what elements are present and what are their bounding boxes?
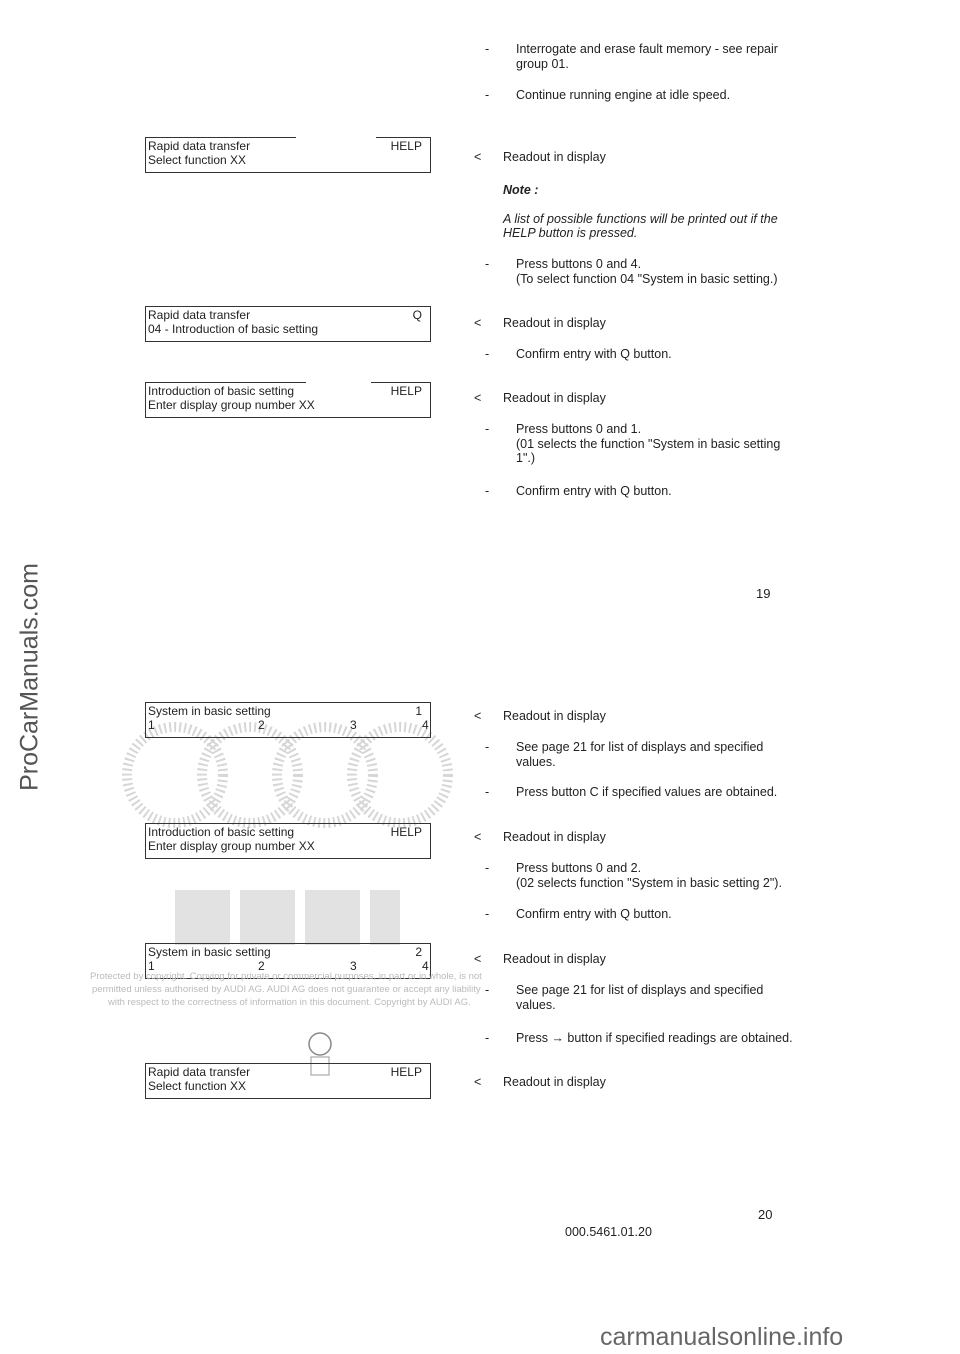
display-system-basic-1: System in basic setting 1 1 2 3 4 xyxy=(145,702,431,738)
step-press-0-4-detail: (To select function 04 "System in basic setting.) xyxy=(516,272,778,286)
bullet-dash: - xyxy=(485,983,490,997)
step-press-c: Press button C if specified values are obtained. xyxy=(516,785,778,799)
note-label: Note : xyxy=(503,183,539,197)
bullet-dash: - xyxy=(485,740,490,754)
pointer-lt: < xyxy=(474,391,482,405)
copyright-notice-line-2: permitted unless authorised by AUDI AG. AUDI AG does not guarantee or accept any liability xyxy=(92,984,481,995)
readout-label-5: Readout in display xyxy=(503,830,606,844)
display-rapid-data-select-1: Rapid data transfer HELP Select function XX xyxy=(145,137,431,173)
note-text-cont: HELP button is pressed. xyxy=(503,226,638,240)
step-press-0-2-detail: (02 selects function "System in basic setting 2"). xyxy=(516,876,782,890)
bullet-dash: - xyxy=(485,861,490,875)
display-introduction-1: Introduction of basic setting HELP Enter display group number XX xyxy=(145,382,431,418)
display-system-basic-2: System in basic setting 2 1 2 3 4 xyxy=(145,943,431,979)
bullet-dash: - xyxy=(485,42,490,56)
step-interrogate-fault-cont: group 01. xyxy=(516,57,569,71)
step-see-page-21-2: See page 21 for list of displays and specified xyxy=(516,983,764,997)
readout-label-2: Readout in display xyxy=(503,316,606,330)
pointer-lt: < xyxy=(474,150,482,164)
copyright-notice-line-3: with respect to the correctness of information in this document. Copyright by AUDI AG. xyxy=(108,997,471,1008)
display-introduction-2: Introduction of basic setting HELP Enter display group number XX xyxy=(145,823,431,859)
display-rapid-data-select-2: Rapid data transfer HELP Select function XX xyxy=(145,1063,431,1099)
step-press-0-4: Press buttons 0 and 4. xyxy=(516,257,642,271)
step-see-page-21-1-cont: values. xyxy=(516,755,556,769)
step-confirm-q-1: Confirm entry with Q button. xyxy=(516,347,672,361)
pointer-lt: < xyxy=(474,830,482,844)
pointer-lt: < xyxy=(474,1075,482,1089)
readout-label-4: Readout in display xyxy=(503,709,606,723)
step-confirm-q-2: Confirm entry with Q button. xyxy=(516,484,672,498)
pointer-lt: < xyxy=(474,952,482,966)
step-press-arrow: Press → button if specified readings are obtained. xyxy=(516,1031,793,1045)
step-press-0-2: Press buttons 0 and 2. xyxy=(516,861,642,875)
step-confirm-q-3: Confirm entry with Q button. xyxy=(516,907,672,921)
bullet-dash: - xyxy=(485,257,490,271)
footer-watermark: carmanualsonline.info xyxy=(600,1323,844,1351)
step-see-page-21-1: See page 21 for list of displays and specified xyxy=(516,740,764,754)
step-press-0-1: Press buttons 0 and 1. xyxy=(516,422,642,436)
audi-wordmark-watermark xyxy=(165,880,415,950)
bullet-dash: - xyxy=(485,484,490,498)
document-number: 000.5461.01.20 xyxy=(565,1225,652,1239)
bullet-dash: - xyxy=(485,347,490,361)
side-watermark: ProCarManuals.com xyxy=(15,563,44,791)
readout-label-1: Readout in display xyxy=(503,150,606,164)
bullet-dash: - xyxy=(485,422,490,436)
readout-label-7: Readout in display xyxy=(503,1075,606,1089)
pointer-lt: < xyxy=(474,709,482,723)
bullet-dash: - xyxy=(485,785,490,799)
pointer-lt: < xyxy=(474,316,482,330)
page-number-19: 19 xyxy=(756,586,771,601)
note-text: A list of possible functions will be printed out if the xyxy=(503,212,778,226)
bullet-dash: - xyxy=(485,1031,490,1045)
readout-label-6: Readout in display xyxy=(503,952,606,966)
step-press-0-1-detail: (01 selects the function "System in basic setting xyxy=(516,437,781,451)
display-rapid-data-04: Rapid data transfer Q 04 - Introduction of basic setting xyxy=(145,306,431,342)
step-see-page-21-2-cont: values. xyxy=(516,998,556,1012)
page-number-20: 20 xyxy=(758,1207,773,1222)
readout-label-3: Readout in display xyxy=(503,391,606,405)
step-continue-idle: Continue running engine at idle speed. xyxy=(516,88,731,102)
step-press-0-1-detail-cont: 1".) xyxy=(516,451,536,465)
copyright-notice-line-1: Protected by copyright. Copying for private or commercial purposes, in part or in whole, is not xyxy=(90,971,482,982)
bullet-dash: - xyxy=(485,88,490,102)
bullet-dash: - xyxy=(485,907,490,921)
step-interrogate-fault: Interrogate and erase fault memory - see repair xyxy=(516,42,778,56)
